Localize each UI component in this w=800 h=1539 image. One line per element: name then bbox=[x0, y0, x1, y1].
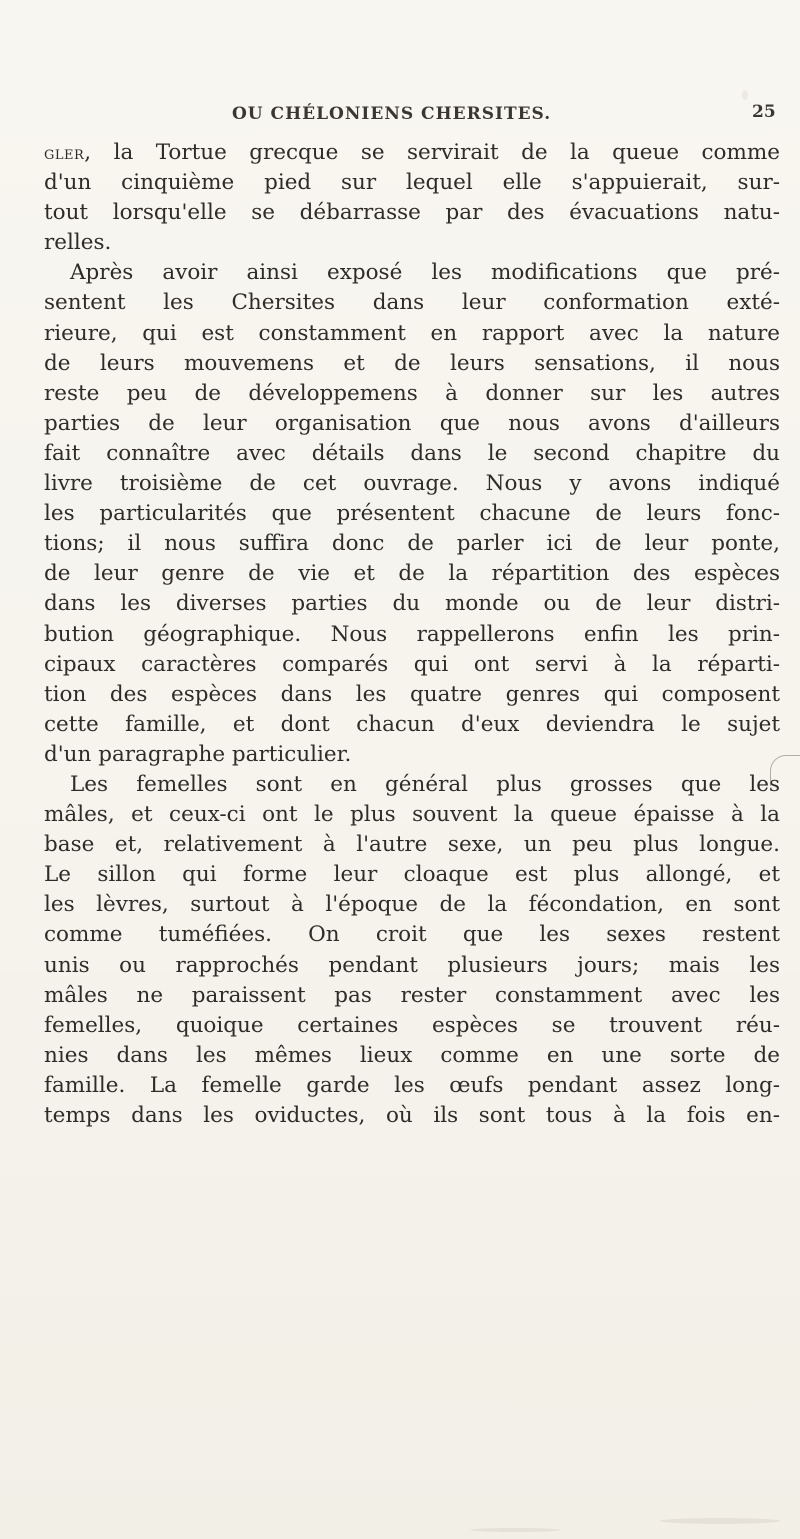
text-line: livre troisième de cet ouvrage. Nous y avons indiqué bbox=[44, 471, 780, 497]
text-line: unis ou rapprochés pendant plusieurs jours; mais les bbox=[44, 952, 780, 978]
text-line: cipaux caractères comparés qui ont servi à la réparti- bbox=[44, 651, 780, 677]
text-line: les particularités que présentent chacune de leurs fonc- bbox=[44, 501, 780, 527]
text-line: d'un cinquième pied sur lequel elle s'appuierait, sur- bbox=[44, 170, 780, 196]
text-line: mâles, et ceux-ci ont le plus souvent la queue épaisse à la bbox=[44, 802, 780, 828]
text-line: tions; il nous suffira donc de parler ici de leur ponte, bbox=[44, 531, 780, 557]
text-line: dans les diverses parties du monde ou de leur distri- bbox=[44, 591, 780, 617]
text-line: les lèvres, surtout à l'époque de la fécondation, en sont bbox=[44, 892, 780, 918]
text-line: reste peu de développemens à donner sur les autres bbox=[44, 380, 780, 406]
text-line: femelles, quoique certaines espèces se trouvent réu- bbox=[44, 1012, 780, 1038]
text-line: comme tuméfiées. On croit que les sexes restent bbox=[44, 922, 780, 948]
text-line: Le sillon qui forme leur cloaque est plus allongé, et bbox=[44, 862, 780, 888]
paper-stain bbox=[470, 1528, 560, 1532]
text-line-lead: gler bbox=[44, 142, 85, 164]
text-line: cette famille, et dont chacun d'eux deviendra le sujet bbox=[44, 711, 780, 737]
paragraph-start-line: Les femelles sont en général plus grosses que les bbox=[70, 771, 780, 797]
text-line: gler, la Tortue grecque se servirait de la queue comme bbox=[44, 140, 780, 165]
paper-stain bbox=[660, 1518, 780, 1524]
text-line: de leur genre de vie et de la répartition des espèces bbox=[44, 561, 780, 587]
text-line: nies dans les mêmes lieux comme en une sorte de bbox=[44, 1042, 780, 1068]
page-number: 25 bbox=[752, 102, 776, 122]
running-head bbox=[0, 104, 800, 132]
text-line: parties de leur organisation que nous avons d'ailleurs bbox=[44, 410, 780, 436]
text-line: rieure, qui est constamment en rapport avec la nature bbox=[44, 320, 780, 346]
text-line: de leurs mouvemens et de leurs sensations, il nous bbox=[44, 350, 780, 376]
text-line: sentent les Chersites dans leur conformation exté- bbox=[44, 290, 780, 316]
margin-bracket-mark bbox=[770, 755, 800, 786]
text-line: relles. bbox=[44, 230, 112, 256]
text-line: d'un paragraphe particulier. bbox=[44, 741, 352, 767]
running-title: OU CHÉLONIENS CHERSITES. bbox=[232, 104, 552, 124]
text-line: tout lorsqu'elle se débarrasse par des évacuations natu- bbox=[44, 200, 780, 226]
body-text bbox=[44, 138, 780, 1131]
text-line: temps dans les oviductes, où ils sont tous à la fois en- bbox=[44, 1103, 780, 1128]
text-line: tion des espèces dans les quatre genres qui composent bbox=[44, 681, 780, 707]
text-line: bution géographique. Nous rappellerons enfin les prin- bbox=[44, 621, 780, 647]
paper-stain bbox=[742, 90, 748, 100]
text-line: base et, relativement à l'autre sexe, un peu plus longue. bbox=[44, 832, 780, 858]
text-line: famille. La femelle garde les œufs pendant assez long- bbox=[44, 1072, 780, 1098]
paragraph-start-line: Après avoir ainsi exposé les modifications que pré- bbox=[70, 260, 780, 286]
text-line: fait connaître avec détails dans le second chapitre du bbox=[44, 440, 780, 466]
text-line: mâles ne paraissent pas rester constamment avec les bbox=[44, 982, 780, 1008]
